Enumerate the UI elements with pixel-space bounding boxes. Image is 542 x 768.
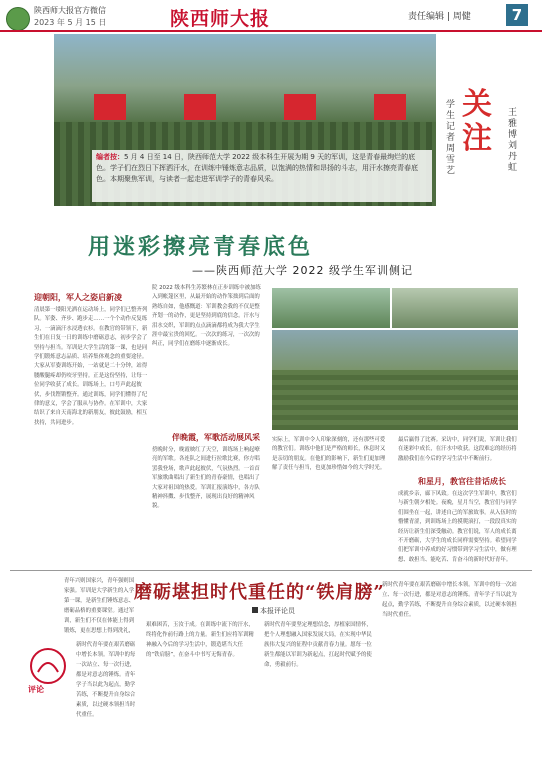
training-photo-small-right (392, 288, 518, 328)
article-column-3: 傍晚时分，晚霞映红了天空，训练场上响起嘹亮的军歌。各连队之间进行拉歌比赛，你方唱罢我登场，歌声此起彼伏，气氛热烈。一首首军旅歌曲唱出了新生们的青春豪情，也唱出了大家对祖国的热爱。军训汇报演练中，各方队精神抖擞、步伐整齐，展现出良好的精神风貌。 (152, 447, 260, 510)
commentary-label: 评论 (28, 685, 44, 694)
focus-reporters-left: 学生记者周雪艺 (446, 100, 456, 176)
page-subheadline: ——陕西师范大学 2022 级学生军训侧记 (192, 264, 413, 277)
article-column-2: 院 2022 级本科生苏繁林在正步训练中被加练入到帐篷区里，从最开始的动作笨拙到后面的熟练自如，他感慨道：军训教会我的不仅是整齐划一的动作，更是坚持到底的信念。汗水与泪水交织，军训的点点滴滴都将成为我大学生涯中最宝贵的回忆。一次次的练习，一次次的纠正，同学们在磨练中逐渐成长。 (152, 285, 261, 348)
top-bar (0, 0, 542, 34)
page-headline: 用迷彩擦亮青春底色 (88, 234, 314, 260)
flag (94, 94, 126, 120)
flag (374, 94, 406, 120)
commentary-column-3: 新时代青年要坚定理想信念，厚植家国情怀，把个人理想融入国家发展大局，在实现中华民族伟大复兴的征程中贡献青春力量。愿每一位新生都能以军训为新起点，扛起时代赋予的使命，勇毅前行。 (264, 622, 372, 668)
section-divider (10, 570, 532, 571)
focus-column-title: 关注 (462, 87, 492, 156)
training-photo-small-left (272, 288, 390, 328)
section-title-1: 迎朝阳，军人之姿启新凌 (34, 293, 122, 302)
article-column-5: 最后赢得了比赛。采访中，同学们说，军训让我们在迷彩中成长，在汗水中收获。这段难忘的经历将激励我们在今后的学习生活中不断前行。 (398, 437, 517, 462)
flag (284, 94, 316, 120)
commentary-column-2: 艰难困苦，玉汝于成。在训练中流下的汗水，终将化作前行路上的力量。新生们应将军训精神融入今后的学习生活中，锻造堪当大任的“铁肩膀”，在奋斗中书写无悔青春。 (146, 622, 254, 658)
focus-reporters-right: 王雅博刘丹虹 (508, 108, 518, 173)
training-photo-wide (272, 330, 518, 430)
troop-rows (272, 370, 518, 430)
caption-lead: 编者按： (96, 153, 124, 161)
masthead-logo: 陕西师大报 (170, 8, 271, 30)
photo-caption (96, 152, 428, 185)
flag (184, 94, 216, 120)
article-column-6: 成就乡亲，廊下风致。在这次学生军训中，教官们与新生朝夕相处。夜晚，星月当空，教官们与同学们围坐在一起，讲述自己的军旅故事。从入伍时的懵懂青涩，到训练场上的摸爬滚打，一段段真实的经历让新生们深受触动。教官们说，军人的成长离不开磨砺，大学生的成长同样需要坚持。希望同学们把军训中养成的好习惯带到学习生活中，做有理想、敢担当、能吃苦、肯奋斗的新时代好青年。 (398, 491, 517, 563)
caption-body: 5 月 4 日至 14 日，陕西师范大学 2022 级本科生开展为期 9 天的军训，这是青春最绚烂的底色。学子们在烈日下挥洒汗水，在训练中锤炼意志品质，以饱满的热情和昂扬的斗志，用汗水擦亮青春底色。本期聚焦军训，与读者一起走进军训学子的青春风采。 (96, 153, 418, 183)
commentary-column-1: 青年兴则国家兴，青年强则国家强。军训是大学新生的入学第一课，是新生们锤炼意志、磨砺品格的重要课堂。通过军训，新生们不仅在体能上得到锻炼，更在思想上得到洗礼， (64, 578, 135, 634)
section-title-2: 伴晚霞，军歌活动展风采 (172, 433, 260, 442)
commentary-headline: 磨砺堪担时代重任的“铁肩膀” (134, 582, 385, 603)
masthead-rule (0, 30, 542, 32)
commentary-byline (252, 606, 295, 616)
account-avatar (6, 7, 30, 31)
commentary-column-1-cont: 新时代青年要在艰苦磨砺中增长本领。军训中的每一次站立、每一次行进，都是对意志的锤炼。青年学子当以此为起点，勤学苦练，不断提升自身综合素质，以过硬本领担当时代重任。 (76, 642, 136, 718)
account-name: 陕西师大报官方微信 (34, 6, 106, 15)
byline-square-icon (252, 607, 258, 613)
article-column-4: 实际上，军训中令人印象深刻的，还有那些可爱的教官们。训练中他们是严格的师长，休息时又是亲切的朋友。在他们的影响下，新生们更加理解了责任与担当，也更加珍惜如今的大学时光。 (272, 437, 386, 472)
publish-date: 2023 年 5 月 15 日 (34, 18, 107, 27)
byline-text: 本报评论员 (260, 607, 295, 615)
article-column-1: 清晨第一缕阳光洒在运动场上，同学们已整齐列队。军姿、齐步、跑步走……一个个动作反复练习，一滴滴汗水浸透衣衫。在教官的带领下，新生们在日复一日的训练中磨砺意志，初步学会了坚持与担当。军训是大学生活的第一课，也是同学们锻炼意志品质、培养集体观念的重要途径。大家从军姿训练开始，一站就是二十分钟，站得腰酸腿疼却仍咬牙坚持。正是这份坚持，让每一位同学收获了成长。训练场上，口号声此起彼伏，步伐铿锵整齐。通过训练，同学们懂得了纪律的意义，学会了服从与协作。在军训中，大家结识了来自天南海北的新朋友，彼此鼓励，相互扶持，共同进步。 (34, 307, 148, 426)
page-number: 7 (506, 4, 528, 26)
commentary-logo-icon (28, 646, 68, 686)
section-title-3: 和星月，教官往昔话成长 (418, 477, 506, 486)
commentary-column-4: 新时代青年要在艰苦磨砺中增长本领。军训中的每一次站立、每一次行进，都是对意志的锤炼。青年学子当以此为起点，勤学苦练，不断提升自身综合素质，以过硬本领担当时代重任。 (382, 582, 517, 618)
editor-credit: 责任编辑 | 周健 (408, 12, 471, 22)
